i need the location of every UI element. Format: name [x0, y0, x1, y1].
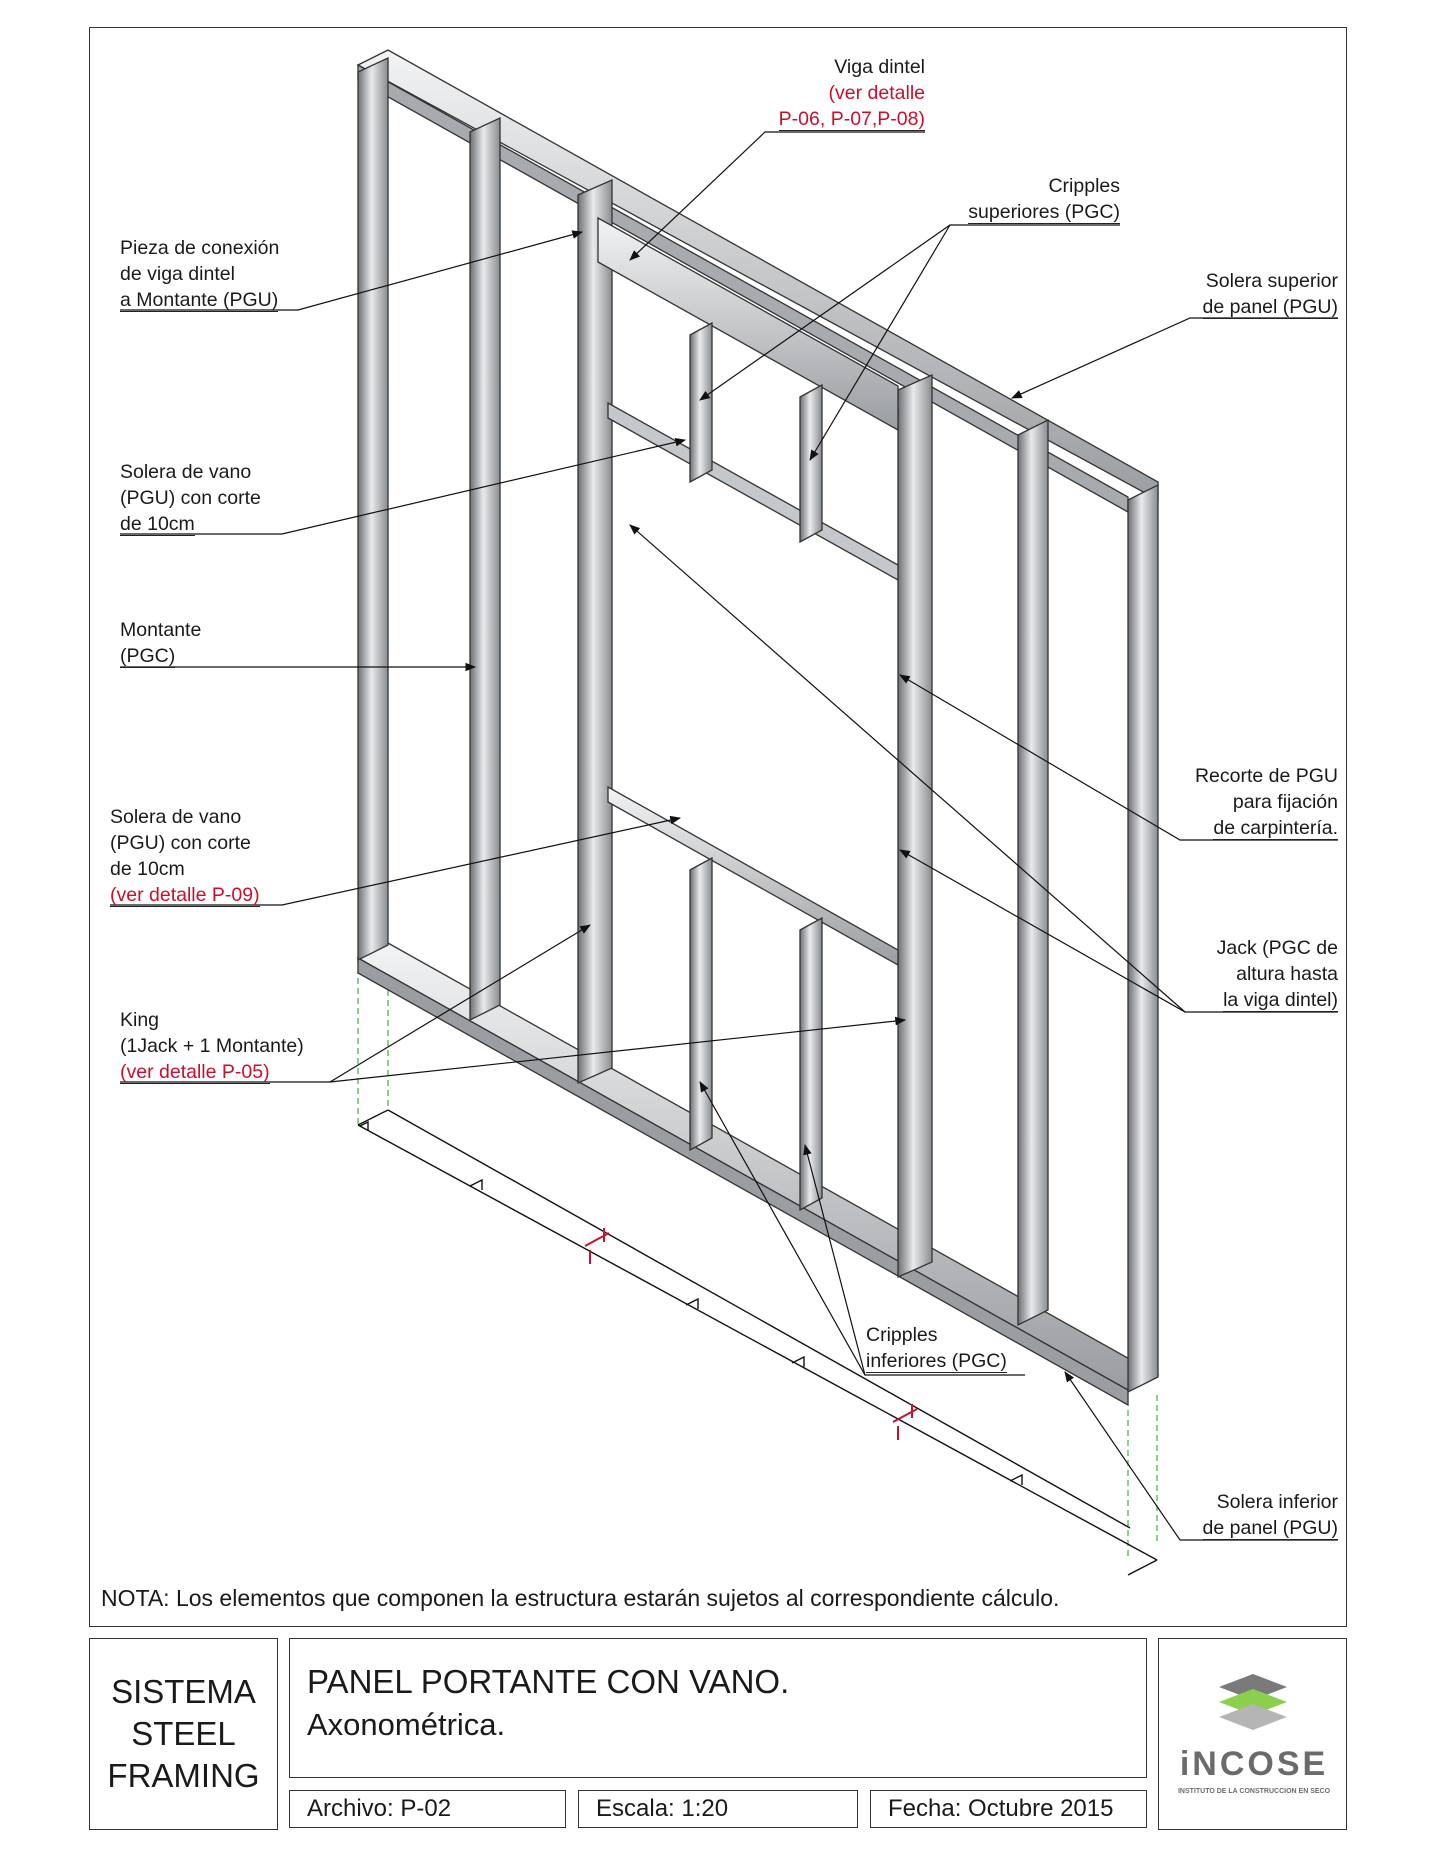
drawing-title: PANEL PORTANTE CON VANO.	[307, 1663, 790, 1700]
label-recorte-pgu: Recorte de PGU para fijación de carpintería.	[1194, 765, 1338, 839]
label-solera-superior: Solera superior de panel (PGU)	[1202, 270, 1338, 318]
general-note: NOTA: Los elementos que componen la estructura estarán sujetos al correspondiente cálculo.	[101, 1585, 1060, 1611]
label-king: King (1Jack + 1 Montante) (ver detalle P-05)	[120, 1009, 304, 1083]
label-cripples-superiores: Cripples superiores (PGC)	[968, 175, 1120, 223]
archivo-cell: Archivo: P-02	[289, 1790, 566, 1828]
label-montante: Montante (PGC)	[120, 619, 202, 667]
system-name-box	[89, 1638, 278, 1830]
label-solera-inferior: Solera inferior de panel (PGU)	[1202, 1491, 1338, 1539]
system-line: FRAMING	[107, 1757, 260, 1794]
logo-wordmark: iNCOSE	[1179, 1745, 1329, 1783]
label-solera-vano-inferior: Solera de vano (PGU) con corte de 10cm (ver detalle P-09)	[110, 806, 260, 906]
logo-layers-icon	[1159, 1639, 1348, 1739]
logo-subtitle: INSTITUTO DE LA CONSTRUCCION EN SECO	[1177, 1788, 1331, 1795]
fecha-cell: Fecha: Octubre 2015	[870, 1790, 1147, 1828]
label-pieza-conexion: Pieza de conexión de viga dintel a Montante (PGU)	[120, 237, 280, 311]
system-line: STEEL	[131, 1715, 236, 1752]
panel-frame	[358, 50, 1158, 1405]
label-cripples-inferiores: Cripples inferiores (PGC)	[866, 1324, 1007, 1372]
system-line: SISTEMA	[111, 1673, 256, 1710]
escala-cell: Escala: 1:20	[578, 1790, 858, 1828]
label-solera-vano-superior: Solera de vano (PGU) con corte de 10cm	[120, 461, 261, 535]
label-viga-dintel: Viga dintel (ver detalle P-06, P-07,P-08)	[778, 56, 925, 130]
drawing-subtitle: Axonométrica.	[307, 1707, 506, 1742]
label-jack: Jack (PGC de altura hasta la viga dintel)	[1216, 937, 1338, 1011]
drawing-title-box	[289, 1638, 1147, 1778]
incose-logo	[1158, 1638, 1347, 1830]
